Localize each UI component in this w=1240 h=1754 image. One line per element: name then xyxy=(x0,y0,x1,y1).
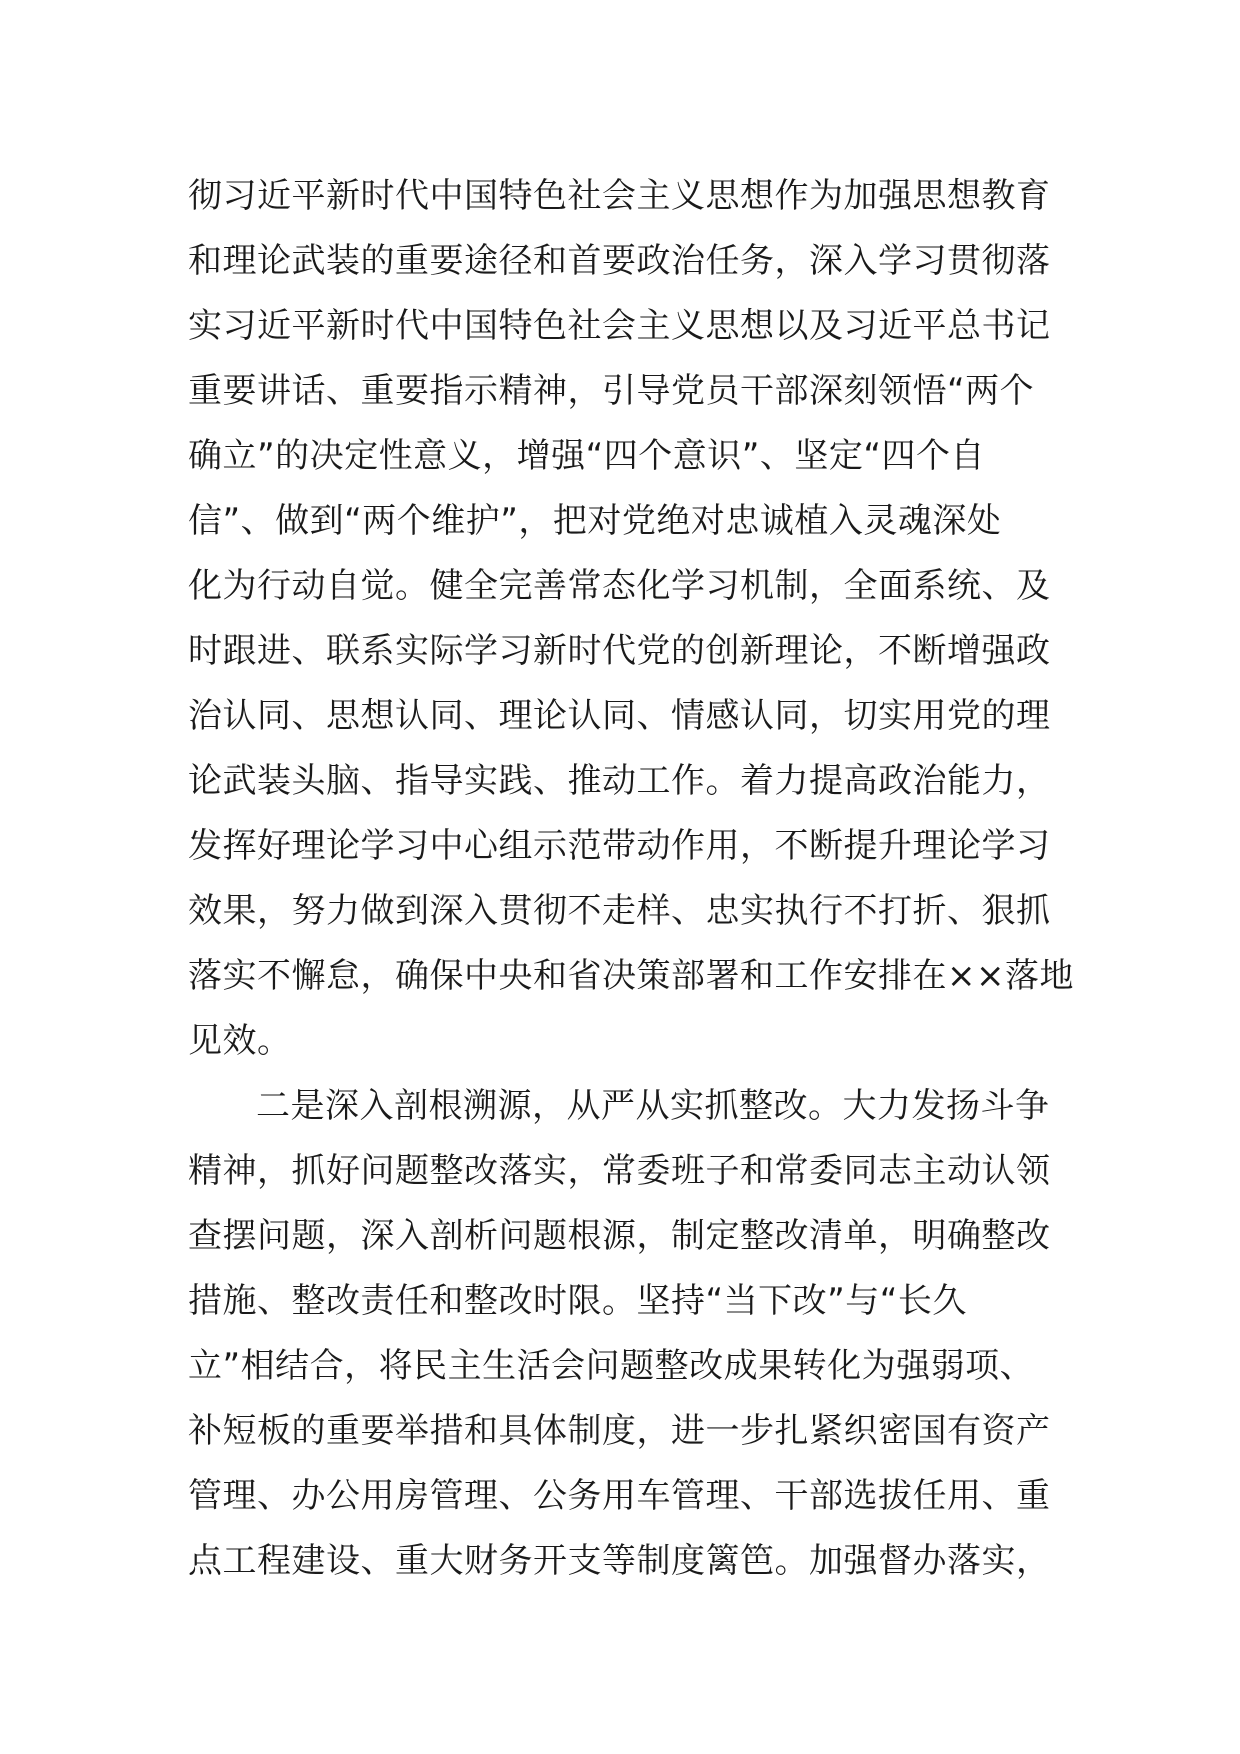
text-line: 时跟进、联系实际学习新时代党的创新理论，不断增强政 xyxy=(188,631,1051,671)
text-line: 补短板的重要举措和具体制度，进一步扎紧织密国有资产 xyxy=(188,1411,1051,1451)
text-line: 和理论武装的重要途径和首要政治任务，深入学习贯彻落 xyxy=(188,241,1051,281)
text-line: 实习近平新时代中国特色社会主义思想以及习近平总书记 xyxy=(188,306,1051,346)
text-line: 点工程建设、重大财务开支等制度篱笆。加强督办落实， xyxy=(188,1541,1051,1581)
text-line: 查摆问题，深入剖析问题根源，制定整改清单，明确整改 xyxy=(188,1216,1051,1256)
text-line: 论武装头脑、指导实践、推动工作。着力提高政治能力， xyxy=(188,761,1051,801)
paragraph-1 xyxy=(188,164,1074,1074)
text-line: 管理、办公用房管理、公务用车管理、干部选拔任用、重 xyxy=(188,1476,1051,1516)
paragraph-2 xyxy=(188,1074,1068,1594)
text-line: 化为行动自觉。健全完善常态化学习机制，全面系统、及 xyxy=(188,566,1051,606)
text-line: 重要讲话、重要指示精神，引导党员干部深刻领悟“两个 xyxy=(188,371,1035,411)
text-line: 发挥好理论学习中心组示范带动作用，不断提升理论学习 xyxy=(188,826,1051,866)
text-line: 治认同、思想认同、理论认同、情感认同，切实用党的理 xyxy=(188,696,1051,736)
text-line: 精神，抓好问题整改落实，常委班子和常委同志主动认领 xyxy=(188,1151,1051,1191)
text-line: 确立”的决定性意义，增强“四个意识”、坚定“四个自 xyxy=(188,436,985,476)
text-line: 彻习近平新时代中国特色社会主义思想作为加强思想教育 xyxy=(188,176,1051,216)
body-text xyxy=(188,164,1074,1594)
text-line: 二是深入剖根溯源，从严从实抓整改。大力发扬斗争 xyxy=(256,1086,1050,1126)
text-line: 立”相结合，将民主生活会问题整改成果转化为强弱项、 xyxy=(188,1346,1035,1386)
text-line: 见效。 xyxy=(188,1021,292,1061)
text-line: 效果，努力做到深入贯彻不走样、忠实执行不打折、狠抓 xyxy=(188,891,1051,931)
text-line: 措施、整改责任和整改时限。坚持“当下改”与“长久 xyxy=(188,1281,967,1321)
text-line: 落实不懈怠，确保中央和省决策部署和工作安排在××落地 xyxy=(188,956,1074,996)
text-line: 信”、做到“两个维护”，把对党绝对忠诚植入灵魂深处 xyxy=(188,501,1002,541)
